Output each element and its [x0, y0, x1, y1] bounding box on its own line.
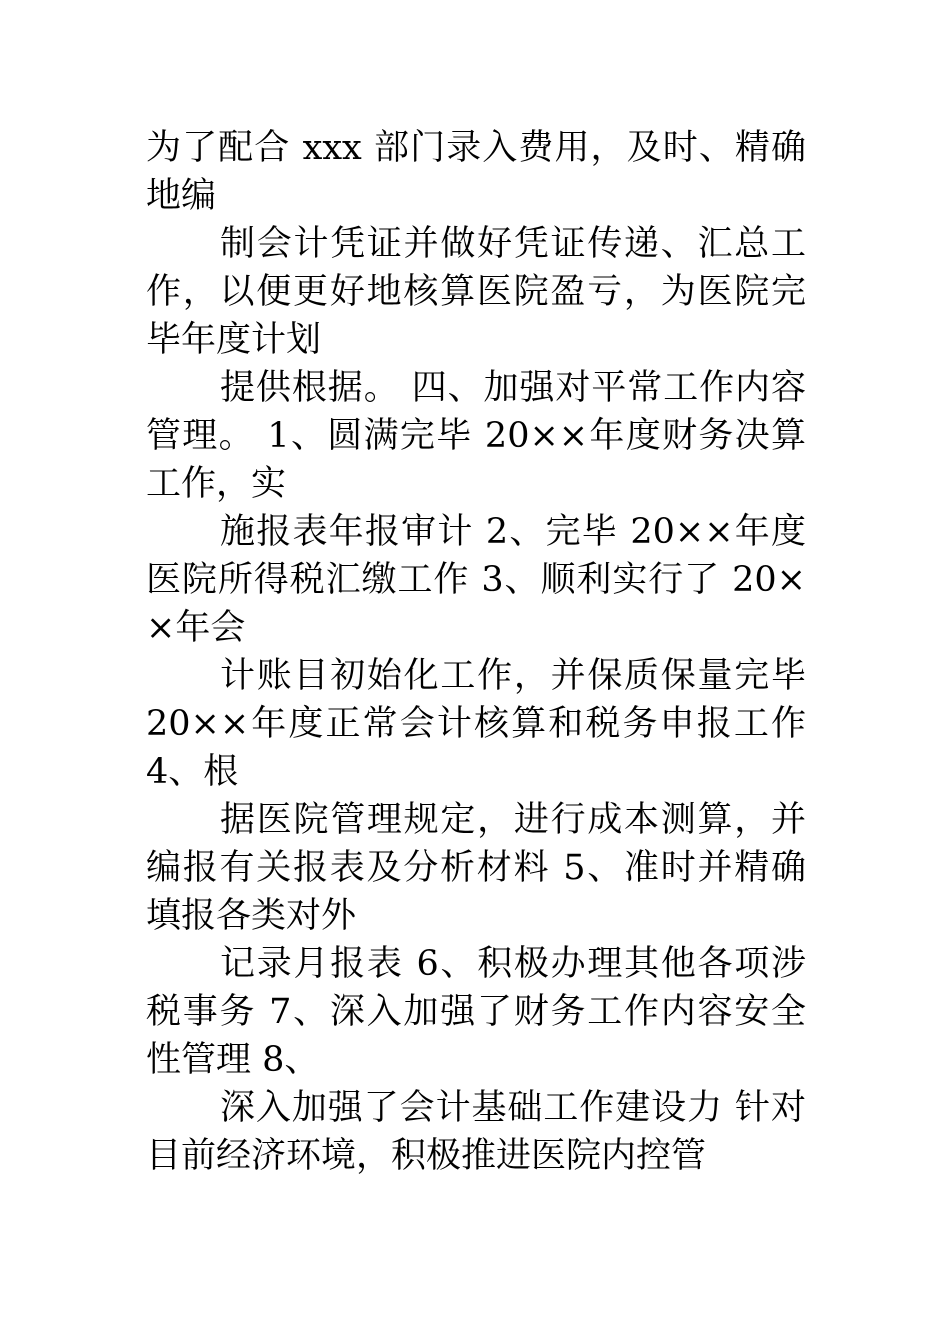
paragraph-1: 为了配合 xxx 部门录入费用，及时、精确地编 — [146, 128, 806, 216]
paragraph-3: 提供根据。 四、加强对平常工作内容管理。 1、圆满完毕 20××年度财务决算工作，实 — [146, 368, 806, 504]
paragraph-7: 记录月报表 6、积极办理其他各项涉税事务 7、深入加强了财务工作内容安全性管理 8、 — [146, 944, 806, 1080]
paragraph-6: 据医院管理规定，进行成本测算，并编报有关报表及分析材料 5、准时并精确填报各类对外 — [146, 800, 806, 936]
document-body — [146, 124, 806, 1180]
paragraph-2: 制会计凭证并做好凭证传递、汇总工作，以便更好地核算医院盈亏，为医院完毕年度计划 — [146, 224, 806, 360]
paragraph-5: 计账目初始化工作，并保质保量完毕 20××年度正常会计核算和税务申报工作 4、根 — [146, 656, 806, 792]
paragraph-8: 深入加强了会计基础工作建设力 针对目前经济环境，积极推进医院内控管 — [146, 1088, 806, 1176]
paragraph-4: 施报表年报审计 2、完毕 20××年度医院所得税汇缴工作 3、顺利实行了 20××年会 — [146, 512, 806, 648]
